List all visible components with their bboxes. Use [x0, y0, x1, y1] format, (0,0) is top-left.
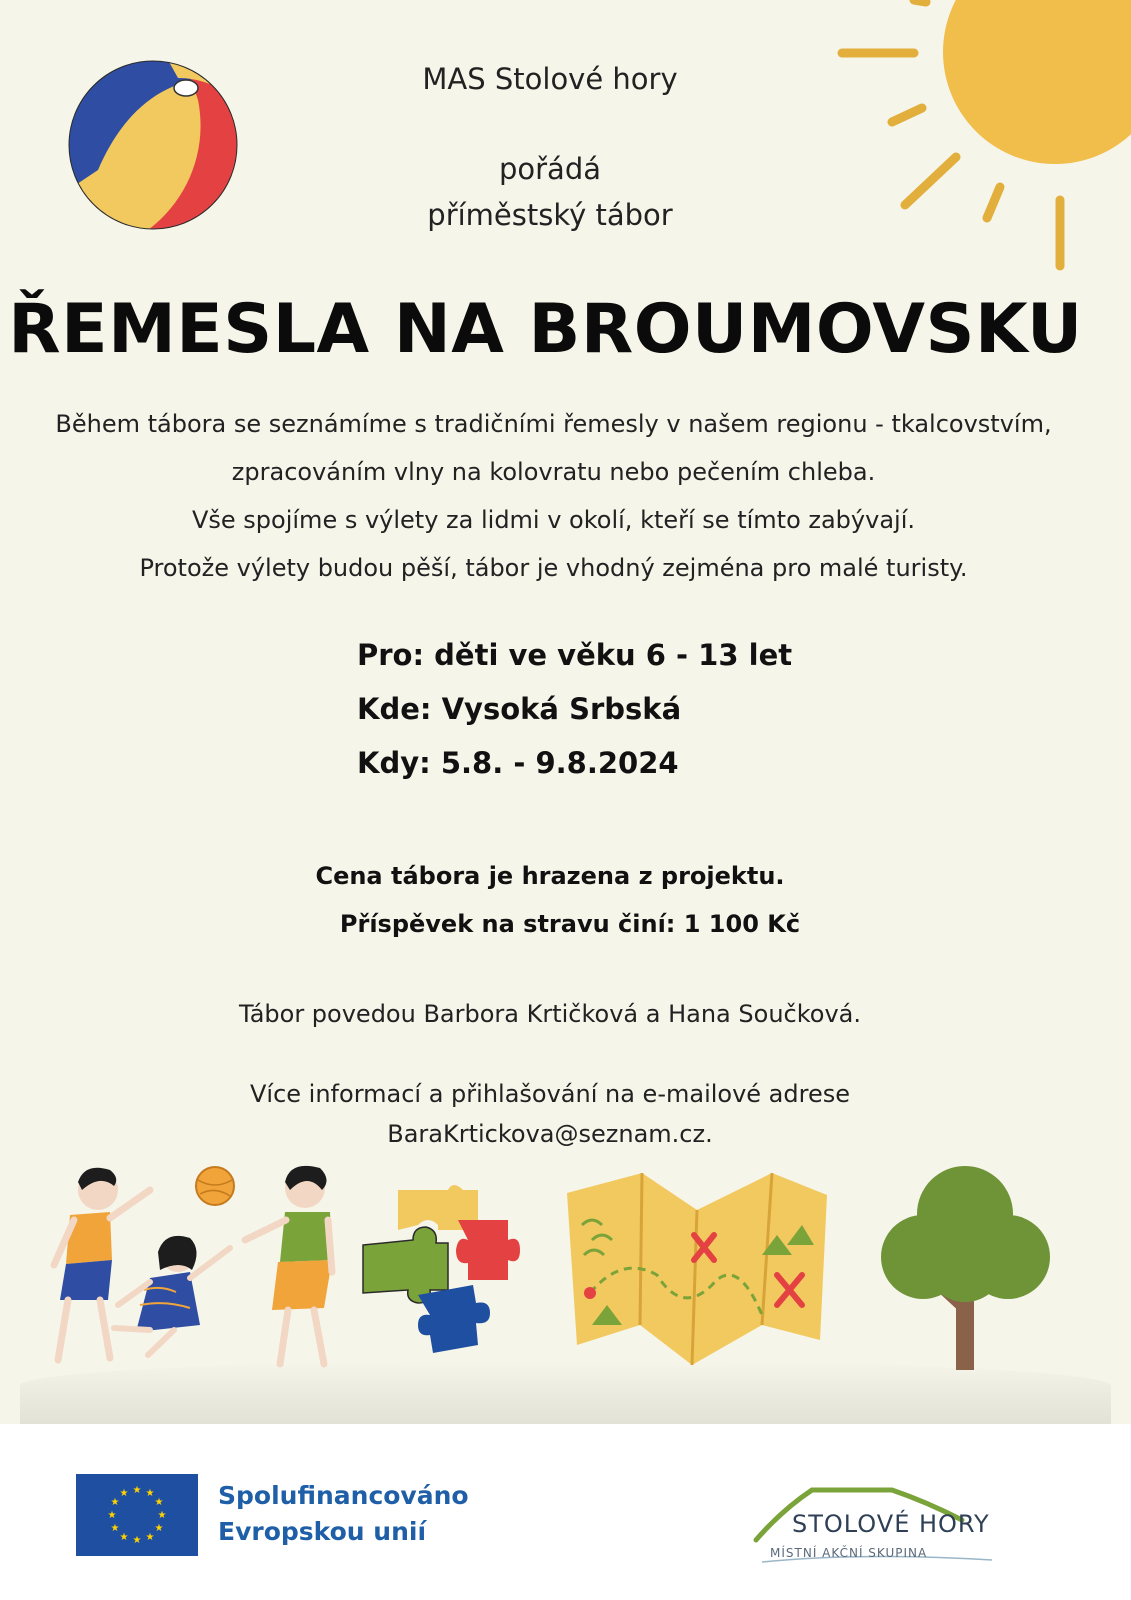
- children-illustration: [40, 1160, 350, 1375]
- svg-text:★: ★: [145, 1488, 155, 1499]
- details-where: Kde: Vysoká Srbská: [357, 692, 682, 726]
- camp-leaders: Tábor povedou Barbora Krtičková a Hana Součková.: [239, 1000, 861, 1028]
- eu-cofinancing: [218, 1478, 469, 1550]
- eu-flag-icon: [76, 1474, 198, 1556]
- details-for: Pro: děti ve věku 6 - 13 let: [357, 638, 793, 672]
- details-when: Kdy: 5.8. - 9.8.2024: [357, 746, 679, 780]
- svg-text:★: ★: [132, 1485, 142, 1496]
- contact-info: [0, 1074, 1100, 1154]
- beach-ball-icon: [68, 60, 238, 230]
- treasure-map-icon: [562, 1165, 832, 1370]
- svg-text:★: ★: [157, 1510, 167, 1521]
- contact-email[interactable]: BaraKrtickova@seznam.cz.: [387, 1120, 713, 1148]
- description-line: Protože výlety budou pěší, tábor je vhodný zejména pro malé turisty.: [139, 554, 968, 582]
- logo-title: STOLOVÉ HORY: [792, 1510, 990, 1538]
- organizer-name: MAS Stolové hory: [422, 62, 678, 96]
- description-line: zpracováním vlny na kolovratu nebo pečením chleba.: [231, 458, 876, 486]
- svg-text:★: ★: [110, 1523, 120, 1534]
- food-contribution: Příspěvek na stravu činí: 1 100 Kč: [339, 910, 801, 938]
- organizes-text: pořádá: [498, 152, 602, 186]
- svg-text:★: ★: [110, 1497, 120, 1508]
- tree-icon: [878, 1162, 1053, 1372]
- svg-text:★: ★: [145, 1532, 155, 1543]
- camp-details: [357, 628, 792, 790]
- svg-text:★: ★: [119, 1488, 129, 1499]
- page-title: ŘEMESLA NA BROUMOVSKU: [8, 290, 1083, 369]
- contact-text: Více informací a přihlašování na e-mailové adrese: [250, 1080, 850, 1108]
- eu-line-1: Spolufinancováno: [218, 1481, 469, 1510]
- svg-text:★: ★: [132, 1535, 142, 1546]
- svg-text:★: ★: [107, 1510, 117, 1521]
- camp-type: příměstský tábor: [427, 198, 673, 232]
- logo-subtitle: MÍSTNÍ AKČNÍ SKUPINA: [770, 1546, 928, 1560]
- svg-text:★: ★: [154, 1497, 164, 1508]
- eu-line-2: Evropskou unií: [218, 1517, 427, 1546]
- sun-icon: [830, 0, 1131, 280]
- description-line: Vše spojíme s výlety za lidmi v okolí, kteří se tímto zabývají.: [191, 506, 915, 534]
- description-line: Během tábora se seznámíme s tradičními řemesly v našem regionu - tkalcovstvím,: [55, 410, 1052, 438]
- description: [0, 400, 1119, 592]
- svg-text:★: ★: [154, 1523, 164, 1534]
- price-info: Cena tábora je hrazena z projektu.: [315, 862, 785, 890]
- svg-text:★: ★: [119, 1532, 129, 1543]
- puzzle-icon: [358, 1185, 543, 1360]
